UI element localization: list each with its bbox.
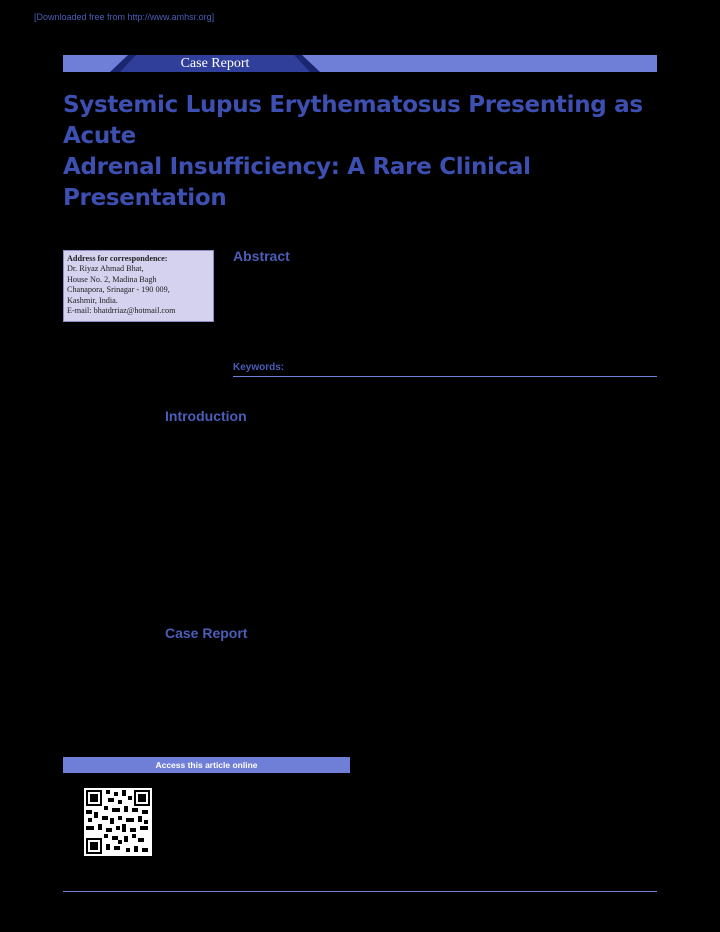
keywords-heading: Keywords: — [233, 362, 285, 373]
section-tab-label: Case Report — [180, 56, 250, 71]
qr-code-icon[interactable] — [84, 788, 152, 856]
article-title — [63, 90, 663, 214]
access-online-bar: Access this article online — [63, 757, 350, 773]
correspondence-line: House No. 2, Madina Bagh — [67, 274, 157, 284]
correspondence-line: Kashmir, India. — [67, 295, 118, 305]
correspondence-heading: Address for correspondence: — [67, 254, 168, 263]
introduction-heading: Introduction — [165, 408, 247, 424]
download-banner[interactable]: [Downloaded free from http://www.amhsr.org] — [34, 12, 215, 22]
title-line: Systemic Lupus Erythematosus Presenting as Acute — [63, 92, 643, 149]
title-line: Adrenal Insufficiency: A Rare Clinical Presentation — [63, 154, 531, 211]
correspondence-line: Chanapora, Srinagar - 190 009, — [67, 285, 170, 295]
footer-divider — [63, 891, 657, 892]
correspondence-line: Dr. Riyaz Ahmad Bhat, — [67, 264, 144, 274]
keywords-divider — [233, 376, 657, 377]
abstract-heading: Abstract — [233, 248, 290, 264]
correspondence-email[interactable]: E-mail: bhatdrriaz@hotmail.com — [67, 306, 176, 316]
case-report-heading: Case Report — [165, 625, 248, 641]
correspondence-box — [63, 250, 214, 322]
